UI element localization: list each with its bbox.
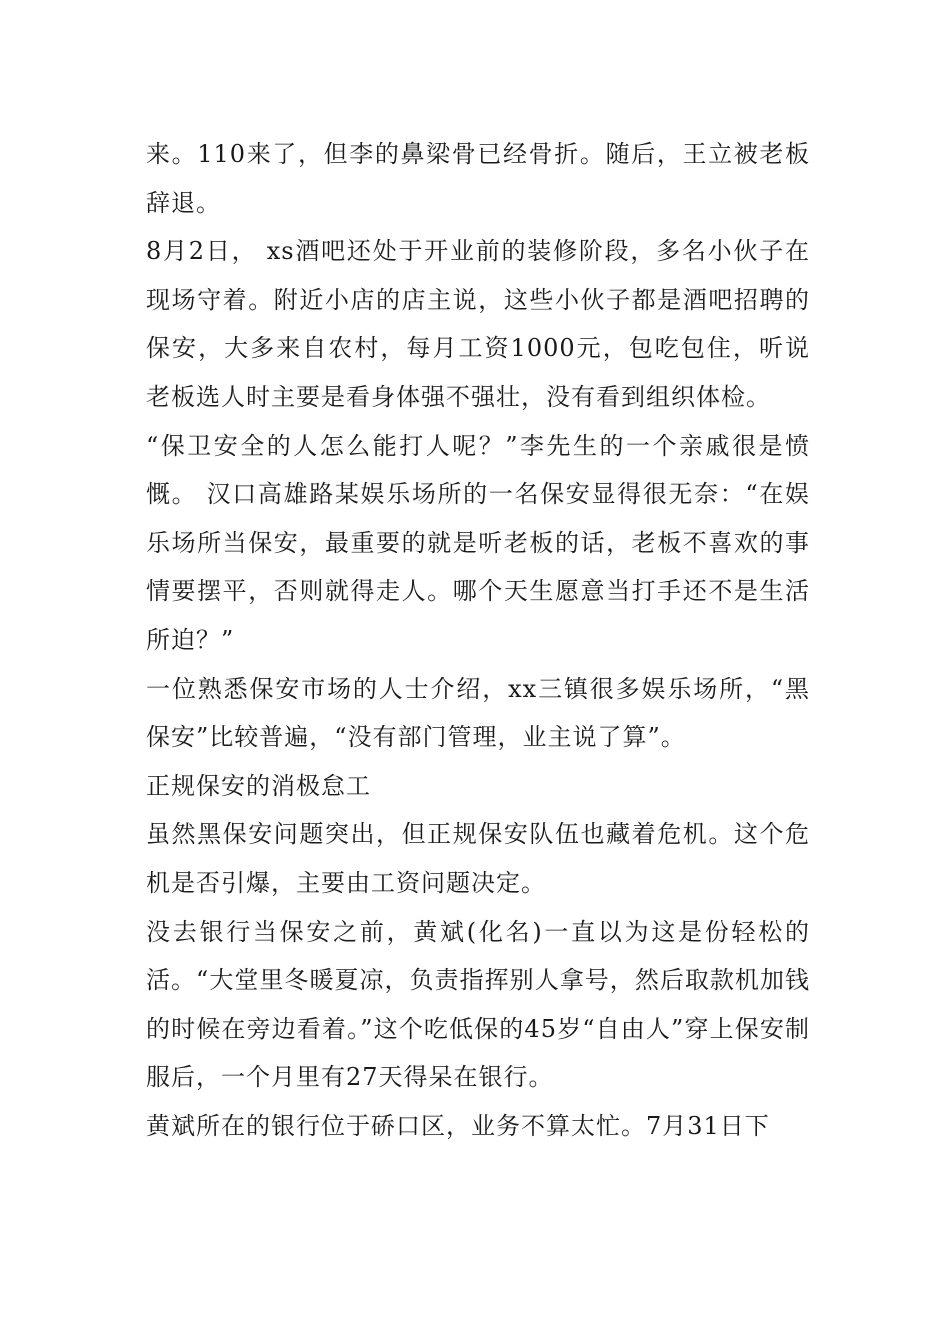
section-heading: 正规保安的消极怠工 [146, 771, 371, 800]
paragraph-6: 没去银行当保安之前，黄斌(化名)一直以为这是份轻松的活。“大堂里冬暖夏凉，负责指挥别人拿号，然后取款机加钱的时候在旁边看着。”这个吃低保的45岁“自由人”穿上保安制服后，一个月里有27天得呆在银行。 [146, 917, 810, 1092]
paragraph-7: 黄斌所在的银行位于硚口区，业务不算太忙。7月31日下 [146, 1111, 770, 1140]
paragraph-4: 一位熟悉保安市场的人士介绍，xx三镇很多娱乐场所，“黑保安”比较普遍，“没有部门管理，业主说了算”。 [146, 674, 810, 752]
paragraph-1: 来。110来了，但李的鼻梁骨已经骨折。随后，王立被老板辞退。 [146, 140, 810, 217]
body-text [146, 130, 810, 1150]
paragraph-3: “保卫安全的人怎么能打人呢？”李先生的一个亲戚很是愤慨。 汉口高雄路某娱乐场所的一名保安显得很无奈：“在娱乐场所当保安，最重要的就是听老板的话，老板不喜欢的事情要摆平，否则就得走人。哪个天生愿意当打手还不是生活所迫？” [146, 431, 810, 654]
paragraph-5: 虽然黑保安问题突出，但正规保安队伍也藏着危机。这个危机是否引爆，主要由工资问题决定。 [146, 820, 810, 897]
paragraph-2: 8月2日， xs酒吧还处于开业前的装修阶段，多名小伙子在现场守着。附近小店的店主说，这些小伙子都是酒吧招聘的保安，大多来自农村，每月工资1000元，包吃包住，听说老板选人时主要是看身体强不强壮，没有看到组织体检。 [146, 237, 810, 411]
